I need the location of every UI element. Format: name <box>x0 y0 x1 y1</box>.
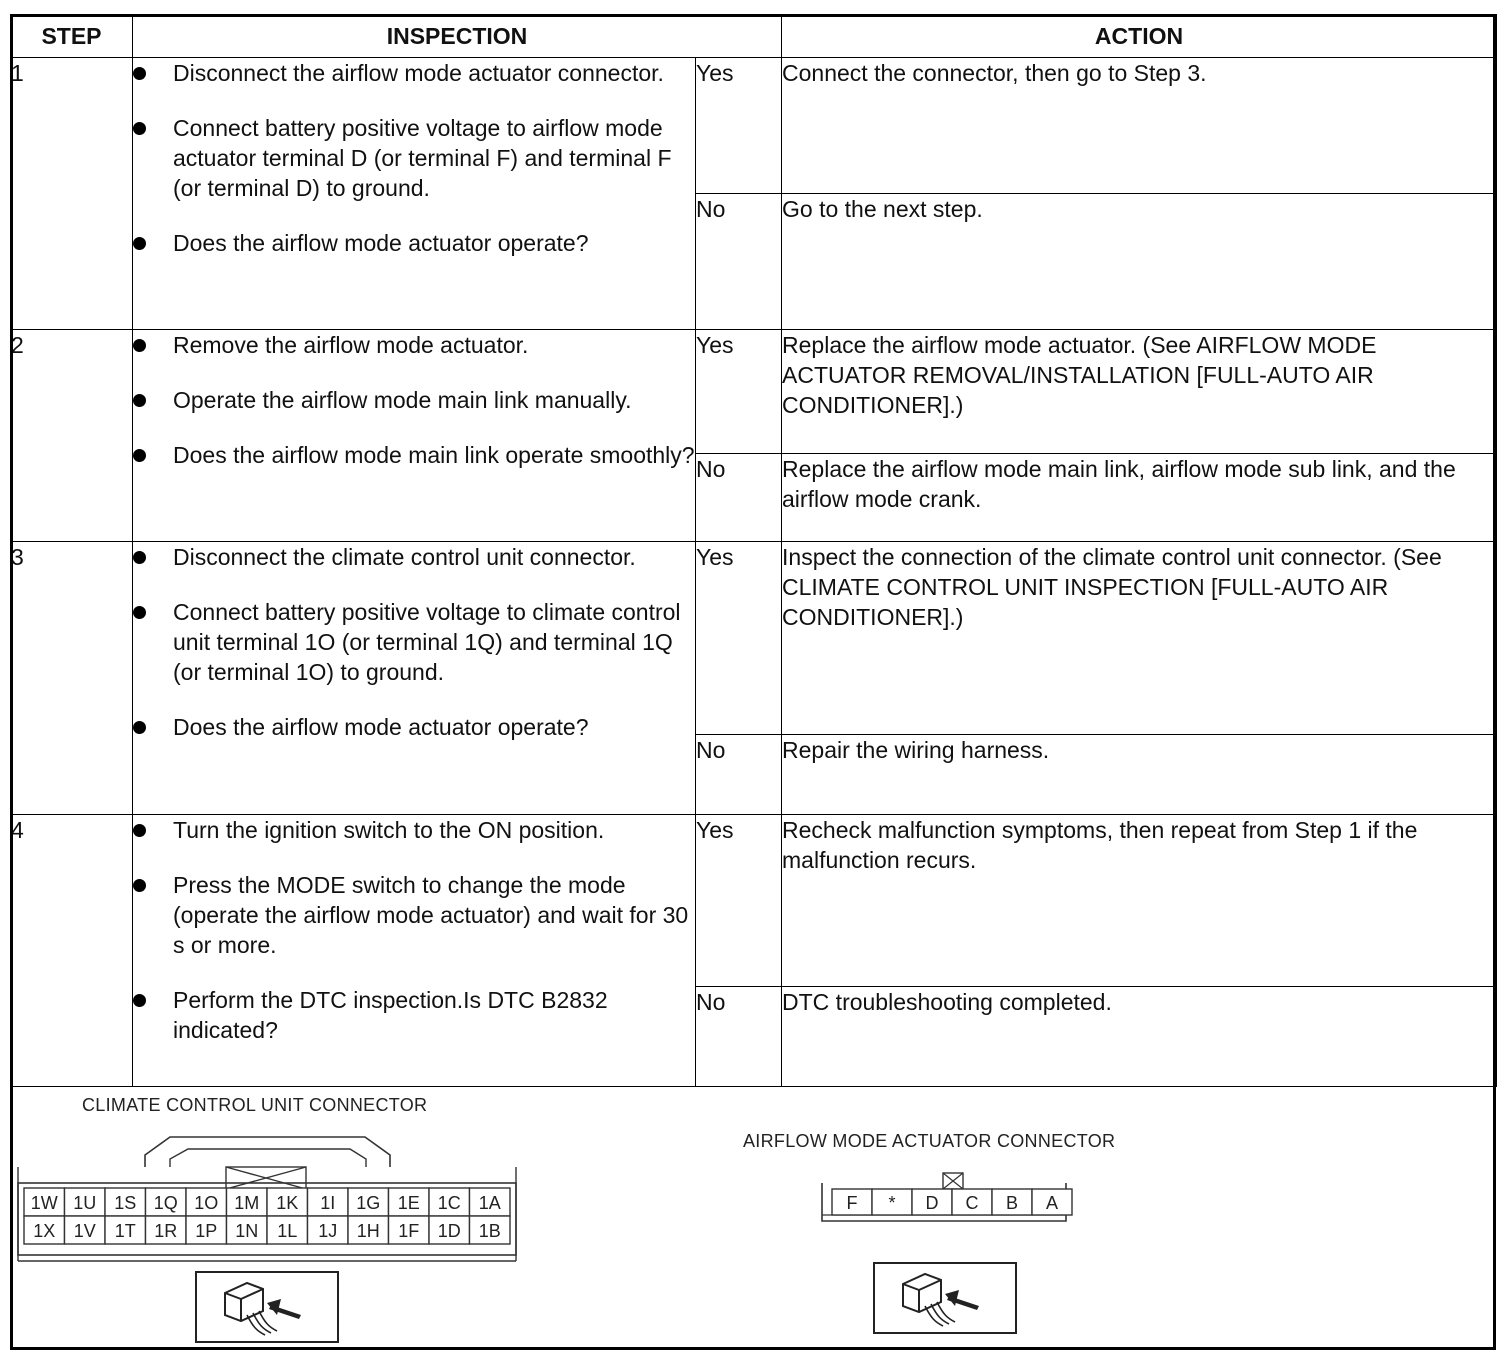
inspection-item: Does the airflow mode main link operate smoothly? <box>133 440 695 470</box>
connector-pin-label: 1H <box>356 1221 380 1241</box>
connector-pin-label: 1W <box>30 1193 58 1213</box>
connector-pin-label: 1B <box>478 1221 501 1241</box>
step-number: 2 <box>11 330 133 542</box>
connector-pin-label: 1P <box>195 1221 218 1241</box>
yes-label: Yes <box>696 815 782 987</box>
yes-action: Inspect the connection of the climate control unit connector. (See CLIMATE CONTROL UNIT INSPECTION [FULL-AUTO AIR CONDITIONER].) <box>782 542 1497 735</box>
connector-pin-label: 1E <box>397 1193 420 1213</box>
connector-pin-label: 1I <box>320 1193 336 1213</box>
connector-pin-label: 1G <box>356 1193 381 1213</box>
inspection-item: Operate the airflow mode main link manually. <box>133 385 695 415</box>
connector-pin-label: 1Q <box>153 1193 178 1213</box>
connector-pin-label: 1A <box>478 1193 501 1213</box>
no-action: Go to the next step. <box>782 194 1497 330</box>
connector-pin-label: 1C <box>437 1193 461 1213</box>
connector-pin-label: 1J <box>318 1221 338 1241</box>
connector-pin-label: 1S <box>114 1193 137 1213</box>
connector-pin-label: C <box>965 1193 979 1213</box>
header-inspection: INSPECTION <box>133 15 782 58</box>
connector-pin-label: 1L <box>277 1221 298 1241</box>
step-number: 1 <box>11 58 133 330</box>
no-label: No <box>696 454 782 542</box>
connector-pin-label: 1F <box>398 1221 420 1241</box>
no-action: DTC troubleshooting completed. <box>782 987 1497 1087</box>
header-step: STEP <box>11 15 133 58</box>
no-action: Replace the airflow mode main link, airflow mode sub link, and the airflow mode crank. <box>782 454 1497 542</box>
connector-pin-label: 1T <box>114 1221 136 1241</box>
connector-pin-label: 1D <box>437 1221 461 1241</box>
connector-pin-label: 1N <box>235 1221 259 1241</box>
no-label: No <box>696 194 782 330</box>
inspection-item: Does the airflow mode actuator operate? <box>133 228 695 258</box>
inspection-item: Turn the ignition switch to the ON position. <box>133 815 695 845</box>
yes-action: Connect the connector, then go to Step 3. <box>782 58 1497 194</box>
step-number: 3 <box>11 542 133 815</box>
yes-label: Yes <box>696 542 782 735</box>
inspection-item: Perform the DTC inspection.Is DTC B2832 indicated? <box>133 985 695 1045</box>
connector-pin-label: B <box>1005 1193 1019 1213</box>
page-border <box>10 14 1496 1350</box>
connector-pin-label: 1X <box>33 1221 56 1241</box>
actuator-connector-title: AIRFLOW MODE ACTUATOR CONNECTOR <box>743 1131 1116 1151</box>
inspection-item: Connect battery positive voltage to climate control unit terminal 1O (or terminal 1Q) and terminal 1Q (or terminal 1O) to ground. <box>133 597 695 687</box>
yes-action: Recheck malfunction symptoms, then repeat from Step 1 if the malfunction recurs. <box>782 815 1497 987</box>
connector-pin-label: 1K <box>276 1193 299 1213</box>
connector-pin-label: D <box>925 1193 939 1213</box>
no-label: No <box>696 987 782 1087</box>
inspection-item: Press the MODE switch to change the mode (operate the airflow mode actuator) and wait for 30 s or more. <box>133 870 695 960</box>
step-number: 4 <box>11 815 133 1087</box>
connector-pin-label: 1U <box>73 1193 97 1213</box>
inspection-item: Connect battery positive voltage to airflow mode actuator terminal D (or terminal F) and terminal F (or terminal D) to ground. <box>133 113 695 203</box>
ccu-connector-title: CLIMATE CONTROL UNIT CONNECTOR <box>82 1095 428 1115</box>
connector-pin-label: 1V <box>73 1221 96 1241</box>
yes-action: Replace the airflow mode actuator. (See AIRFLOW MODE ACTUATOR REMOVAL/INSTALLATION [FULL-AUTO AIR CONDITIONER].) <box>782 330 1497 454</box>
connector-pin-label: 1M <box>234 1193 260 1213</box>
no-label: No <box>696 735 782 815</box>
yes-label: Yes <box>696 58 782 194</box>
yes-label: Yes <box>696 330 782 454</box>
connector-pin-label: 1R <box>154 1221 178 1241</box>
inspection-item: Disconnect the climate control unit connector. <box>133 542 695 572</box>
inspection-item: Does the airflow mode actuator operate? <box>133 712 695 742</box>
inspection-item: Remove the airflow mode actuator. <box>133 330 695 360</box>
connector-pin-label: * <box>888 1193 896 1213</box>
inspection-item: Disconnect the airflow mode actuator connector. <box>133 58 695 88</box>
connector-pin-label: F <box>846 1193 858 1213</box>
no-action: Repair the wiring harness. <box>782 735 1497 815</box>
connector-pin-label: A <box>1045 1193 1059 1213</box>
connector-pin-label: 1O <box>194 1193 219 1213</box>
header-action: ACTION <box>782 15 1497 58</box>
